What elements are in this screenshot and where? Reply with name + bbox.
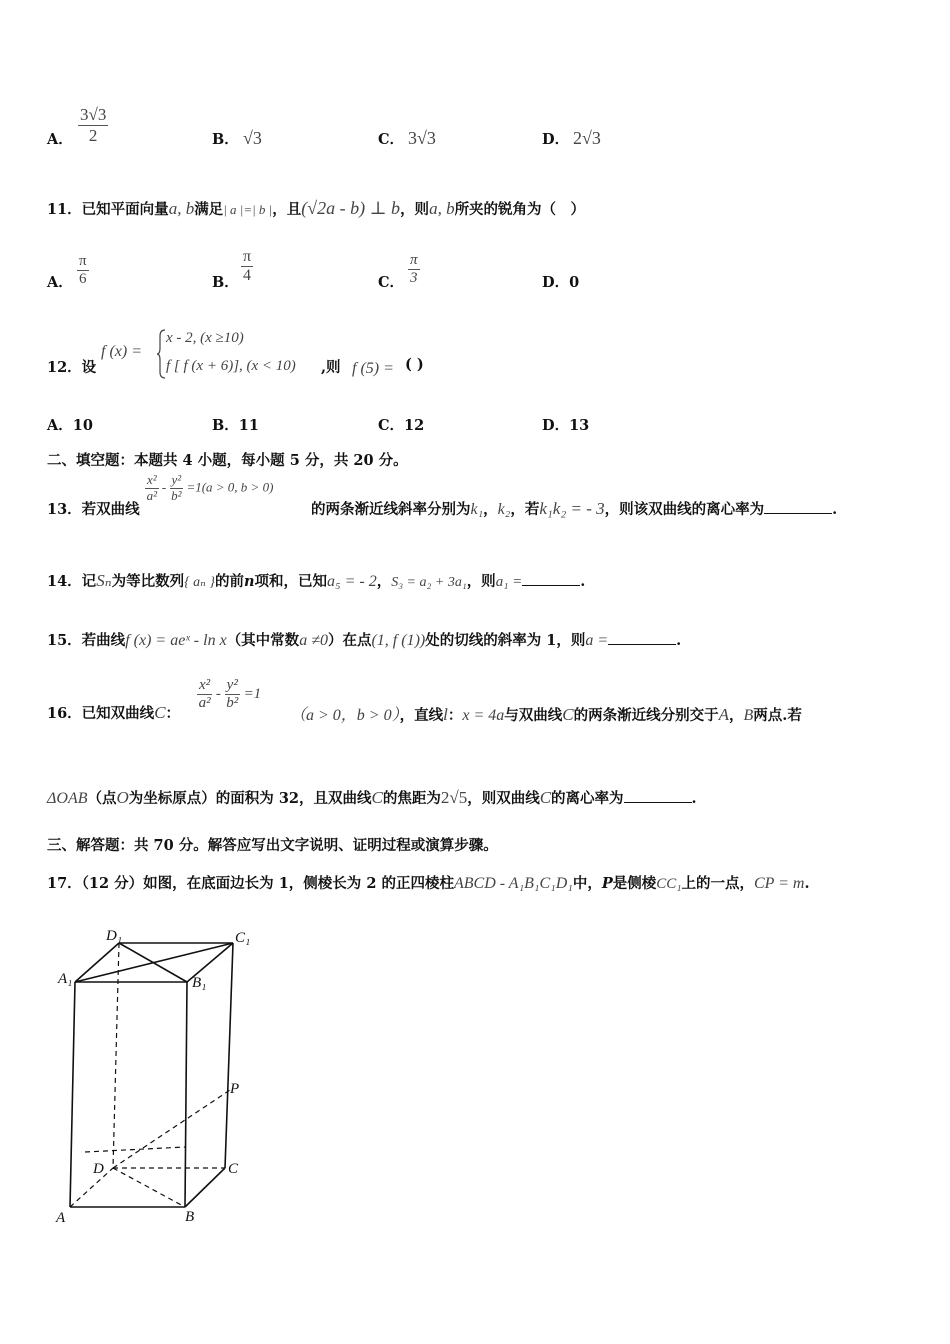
label-d: D: [93, 1161, 104, 1177]
q12-f5: f (5) =: [352, 360, 394, 377]
q10-option-b-label[interactable]: B．: [212, 131, 239, 148]
q11-option-a-value: $\frac{\pi}{6}$: [79, 253, 87, 288]
q10-option-a-label[interactable]: A．: [47, 131, 73, 148]
q13-answer-blank[interactable]: [764, 513, 832, 514]
q14-stem: 14．记Sₙ为等比数列{ aₙ }的前n项和，已知a₅ = - 2，S₃ = a₂ + 3a₁，则a₁ = .: [47, 571, 586, 590]
q12-function-name: f (x) =: [101, 343, 142, 360]
q12-option-c[interactable]: C．12: [378, 417, 425, 434]
diag-db-hidden: [113, 1168, 185, 1207]
q15-stem: 15．若曲线f (x) = aeˣ - ln x（其中常数a ≠0）在点(1, f (1))处的切线的斜率为 1，则a = .: [47, 632, 682, 649]
q10-option-b-value: √3: [243, 128, 262, 148]
q16-prefix: 16．已知双曲线C：: [47, 703, 181, 722]
label-a: A: [56, 1210, 66, 1226]
q10-option-c-label[interactable]: C．: [378, 131, 405, 148]
q12-case-2: f [ f (x + 6)], (x < 10): [166, 358, 296, 374]
label-c1: C₁: [235, 930, 251, 946]
q12-prefix: 12．设: [47, 359, 97, 376]
label-p: P: [230, 1081, 240, 1097]
q13-text: 的两条渐近线斜率分别为k₁，k₂，若k₁k₂ = - 3，则该双曲线的离心率为 .: [311, 499, 838, 518]
q16-equation: $\frac{\text{x²}}{\text{a²}}$ - $\frac{\text{y²}}{\text{b²}}$ =1: [198, 677, 262, 712]
q10-option-a-value: $\frac{3√3}{2}$: [80, 105, 107, 145]
q11-stem: 11．已知平面向量a, b满足| a |=| b |，且(√2a - b) ⊥ b，则a, b所夹的锐角为（ ）: [47, 198, 586, 218]
edge-bb1: [185, 982, 187, 1207]
label-a1: A₁: [58, 971, 73, 987]
q11-option-c-label[interactable]: C．: [378, 274, 405, 291]
label-c: C: [228, 1161, 239, 1177]
q15-answer-blank[interactable]: [608, 644, 676, 645]
q12-option-d[interactable]: D．13: [542, 417, 590, 434]
q12-case-1: x - 2, (x ≥10): [166, 330, 244, 346]
q12-answer-paren: ( ): [405, 356, 424, 373]
segment-dp-hidden: [113, 1090, 230, 1168]
q14-answer-blank[interactable]: [522, 585, 580, 586]
section-3-heading: 三、解答题：共 70 分。解答应写出文字说明、证明过程或演算步骤。: [47, 837, 498, 854]
prism-figure: [50, 925, 270, 1235]
q16-text-2: ΔOAB（点O为坐标原点）的面积为 32，且双曲线C的焦距为2√5，则双曲线C的离心率为 .: [47, 788, 697, 807]
label-b: B: [185, 1209, 195, 1225]
q16-answer-blank[interactable]: [624, 802, 692, 803]
hidden-guide: [85, 1147, 185, 1152]
q13-prefix: 13．若双曲线: [47, 501, 140, 518]
edge-aa1: [70, 982, 75, 1207]
edge-cc1: [225, 943, 233, 1168]
q12-option-b[interactable]: B．11: [212, 417, 259, 434]
q10-option-d-value: 2√3: [573, 128, 601, 148]
diag-d1b1: [119, 943, 187, 982]
edge-bc: [185, 1168, 225, 1207]
edge-dd1-hidden: [113, 943, 119, 1168]
edge-ad-hidden: [70, 1168, 113, 1207]
label-d1: D₁: [106, 928, 123, 944]
label-b1: B₁: [192, 975, 207, 991]
q10-option-d-label[interactable]: D．: [542, 131, 570, 148]
q11-option-a-label[interactable]: A．: [47, 274, 73, 291]
section-2-heading: 二、填空题：本题共 4 小题，每小题 5 分，共 20 分。: [47, 452, 408, 469]
q13-equation: $\frac{\text{x²}}{\text{a²}}$ - $\frac{\text{y²}}{\text{b²}}$ =1(a > 0, b > 0): [146, 472, 274, 503]
q12-option-a[interactable]: A．10: [47, 417, 93, 434]
q10-option-c-value: 3√3: [408, 128, 436, 148]
q11-option-c-value: $\frac{\pi}{3}$: [410, 252, 418, 287]
q16-text-1: （a > 0，b > 0），直线l：x = 4a与双曲线C的两条渐近线分别交于A，B两点.若: [290, 705, 802, 724]
q12-mid: ,则: [321, 359, 341, 376]
q11-option-d[interactable]: D．0: [542, 274, 580, 291]
q11-option-b-value: $\frac{\pi}{4}$: [243, 248, 252, 285]
q17-stem: 17．（12 分）如图，在底面边长为 1，侧棱长为 2 的正四棱柱ABCD - A₁B₁C₁D₁中，P是侧棱CC₁上的一点，CP = m.: [47, 875, 810, 892]
q11-option-b-label[interactable]: B．: [212, 274, 239, 291]
